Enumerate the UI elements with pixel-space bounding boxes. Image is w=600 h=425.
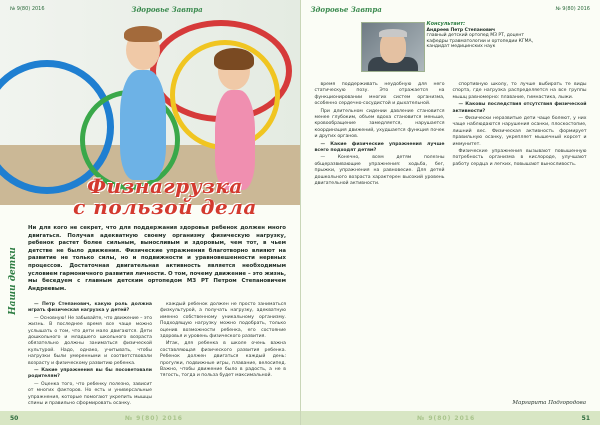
- question: — Петр Степанович, какую роль должна играть физическая нагрузка у детей?: [28, 302, 152, 314]
- child-girl-hair: [214, 48, 254, 70]
- right-column-2: [453, 82, 587, 169]
- headline-line-2: с пользой дела: [73, 195, 257, 219]
- paragraph: — Основную! Не забывайте, что движение – это жизнь. В последнее время все чаще можно услышать о том, что дети мало двигаются. Дети дошкольного и младшего школьного возраста обязательно должны заниматься физической культурой. Надо, однако, учитывать, чтобы нагрузки были умеренными и соответствовали возрасту и физическому развитию ребенка.: [28, 315, 152, 366]
- magazine-title: Здоровье Завтра: [310, 4, 382, 14]
- right-page: [301, 0, 600, 425]
- headline-line-1: Физнагрузка: [87, 174, 243, 198]
- page-number: 50: [10, 414, 19, 422]
- author-signature: Маргарита Подгородова: [512, 400, 586, 406]
- paragraph: — Оценка того, что ребенку полезно, зависит от многих факторов. Но есть и универсальные упражнения, которые помогают укрепить мышцы спины и правильно сформировать осанку.: [28, 381, 152, 407]
- paragraph: Итак, для ребенка в школе очень важна составляющая физического развития ребенка. Ребенок должен двигаться каждый день: прогулки, подвижные игры, плавание, велосипед. Важно, чтобы движение было в радость, а не в тягость, тогда и польза будет максимальной.: [160, 341, 286, 379]
- question: — Каковы последствия отсутствия физической активности?: [452, 102, 587, 114]
- right-footer: [301, 411, 600, 425]
- issue-number: № 9(80) 2016: [10, 6, 45, 12]
- consultant-label: Консультант:: [426, 21, 466, 27]
- left-column-2: [160, 302, 286, 381]
- article-headline: [50, 176, 280, 218]
- right-column-1: [315, 82, 445, 189]
- consultant-hair: [379, 29, 407, 37]
- consultant-name: Андреев Петр Степанович: [426, 27, 496, 33]
- question: — Какие физические упражнения лучше всего подходят детям?: [314, 141, 445, 154]
- magazine-title: Здоровье Завтра: [131, 4, 203, 14]
- consultant-role: главный детский ортопед МЗ РТ, доцент кафедры травматологии и ортопедии КГМА, кандидат медицинских наук: [426, 33, 534, 50]
- paragraph: Физические упражнения вызывают повышенную потребность организма в кислороде, улучшают работу сердца и легких, повышают выносливость.: [452, 149, 587, 167]
- footer-issue: № 9(80) 2016: [417, 414, 476, 422]
- paragraph: — Конечно, всем детям полезны общеразвивающие упражнения: ходьба, бег, прыжки, упражнения на равновесие. Для детей дошкольного возраста характерен высокий уровень двигательной активности.: [314, 155, 445, 187]
- issue-number: № 9(80) 2016: [555, 6, 590, 12]
- left-column-1: [28, 302, 152, 409]
- consultant-photo: [361, 22, 425, 72]
- question: — Какие упражнения вы бы посоветовали родителям?: [28, 368, 152, 380]
- page-number: 51: [581, 414, 590, 422]
- paragraph: спортивную школу, то лучше выбирать те виды спорта, где нагрузка распределяется на все группы мышц равномерно: плавание, гимнастика, лыжи.: [452, 82, 587, 100]
- footer-issue: № 9(80) 2016: [124, 414, 183, 422]
- child-boy-hair: [124, 26, 162, 42]
- right-header: [301, 0, 600, 18]
- left-footer: [0, 411, 300, 425]
- paragraph: — Физически неразвитые дети чаще болеют, у них чаще наблюдаются нарушения осанки, плоскостопие, лишний вес. Физическая активность формирует правильную осанку, укрепляет мышечный корсет и иммунитет.: [452, 116, 587, 147]
- section-label: Наши детки: [8, 247, 18, 315]
- consultant-caption: [427, 22, 539, 50]
- paragraph: время поддерживать неудобную для него статическую позу. Это отражается на функционировании многих систем организма, особенно сердечно-сосудистой и дыхательной.: [314, 82, 445, 107]
- child-boy: [120, 70, 166, 180]
- paragraph: При длительном сидении давление становится менее глубоким, объем вдоха становится меньше, кровообращение замедляется, нарушается координация движений, ухудшается функция почек и других органов.: [314, 108, 445, 140]
- left-header: [0, 0, 300, 18]
- article-lead: Ни для кого не секрет, что для поддержания здоровья ребенок должен много двигаться. Получая адекватную своему организму физическую нагрузку, ребенок растет более сильным, выносливым и здоровым, чем тот, в чьем детстве не было движения. Физические упражнения благотворно влияют на развитие не только силы, но и подвижности и уравновешенности нервных процессов. Достаточная двигательная активность является необходимым условием гармоничного развития личности. О том, почему движение – это жизнь, мы беседуем с главным детским ортопедом МЗ РТ Петром Степановичем Андреевым.: [28, 225, 286, 292]
- paragraph: каждый ребенок должен не просто заниматься физкультурой, а получать нагрузку, адекватную именно собственному уникальному организму. Подходящую нагрузку можно подобрать, только оценив возможности ребенка, его состояние здоровья и уровень физического развития.: [160, 302, 286, 340]
- section-tab: [4, 210, 20, 360]
